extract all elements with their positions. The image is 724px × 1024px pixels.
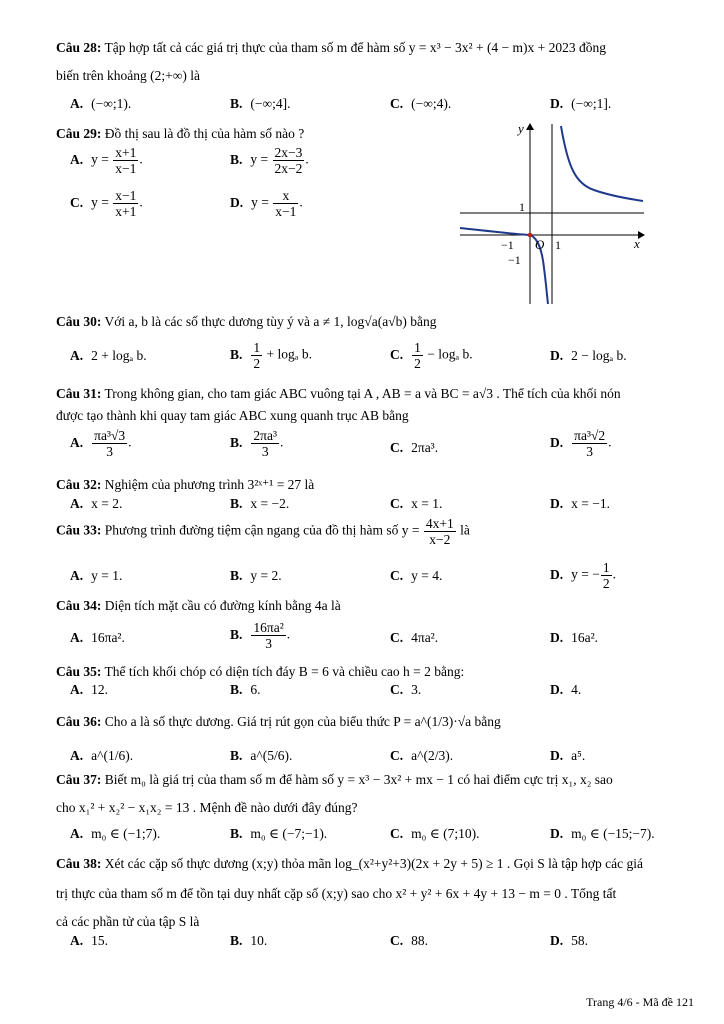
question-text: được tạo thành khi quay tam giác ABC xung quanh trục AB bằng (56, 408, 409, 423)
question-text: Trong không gian, cho tam giác ABC vuông tại A , AB = a và BC = a√3 . Thể tích của khối nón (104, 386, 621, 401)
question-32 (56, 475, 692, 495)
option-d: D. y = − $\frac{1}{2}$ . (550, 560, 616, 591)
question-29 (56, 124, 436, 144)
option-c: C. 4πa². (390, 630, 439, 645)
question-text: cho x₁² + x₂² − x₁x₂ = 13 . Mệnh đề nào dưới đây đúng? (56, 800, 358, 815)
tick-one-x: 1 (555, 238, 561, 252)
option-b: B. $\frac{\text{2πa³}}{3}$ . (230, 428, 284, 459)
question-text: cả các phần tử của tập S là (56, 914, 200, 929)
question-text: Tập hợp tất cả các giá trị thực của tham số m để hàm số y = x³ − 3x² + (4 − m)x + 2023 đồng (104, 40, 607, 55)
option-a: A. 12. (70, 682, 108, 697)
option-a: A. $\frac{\text{πa³√3}}{3}$ . (70, 428, 132, 459)
option-a: A. a^(1/6). (70, 748, 134, 763)
question-28 (56, 38, 692, 58)
option-d: D. a⁵. (550, 748, 586, 763)
question-28-line2 (56, 66, 692, 86)
question-text: Diện tích mặt cầu có đường kính bằng 4a là (104, 598, 341, 613)
option-c: C. 2πa³. (390, 440, 439, 455)
option-d: D. (−∞;1]. (550, 96, 612, 111)
option-a: A. y = $\frac{x+1}{x-1}$ . (70, 145, 143, 176)
option-a: A. 2 + logₐ b. (70, 348, 147, 363)
tick-neg-one-x: −1 (501, 238, 514, 252)
page-footer: Trang 4/6 - Mã đề 121 (586, 995, 694, 1009)
option-b: B. x = −2. (230, 496, 290, 511)
question-31-line2 (56, 406, 692, 426)
option-c: C. a^(2/3). (390, 748, 454, 763)
question-label: Câu 30: (56, 314, 102, 329)
option-d: D. 16a². (550, 630, 599, 645)
question-text: Thể tích khối chóp có diện tích đáy B = 6 và chiều cao h = 2 bằng: (104, 664, 465, 679)
option-a: A. 16πa². (70, 630, 125, 645)
option-a: A. y = 1. (70, 568, 123, 583)
option-a: A. x = 2. (70, 496, 123, 511)
option-c: C. y = $\frac{x-1}{x+1}$ . (70, 188, 143, 219)
option-c: C. m₀ ∈ (7;10). (390, 826, 480, 841)
option-c: C. 3. (390, 682, 422, 697)
intercept-point (528, 233, 533, 238)
option-d: D. x = −1. (550, 496, 610, 511)
option-d: D. m₀ ∈ (−15;−7). (550, 826, 655, 841)
question-31 (56, 384, 692, 404)
option-c: C. x = 1. (390, 496, 443, 511)
question-38-line3 (56, 912, 692, 932)
question-label: Câu 34: (56, 598, 102, 613)
option-b: B. $\frac{1}{2}$ + logₐ b. (230, 340, 312, 371)
question-label: Câu 38: (56, 856, 102, 871)
question-text: trị thực của tham số m để tồn tại duy nhất cặp số (x;y) sao cho x² + y² + 6x + 4y + 13 − m = 0 . Tổng tất (56, 886, 617, 901)
question-text: Cho a là số thực dương. Giá trị rút gọn của biểu thức P = a^(1/3)·√a bằng (104, 714, 501, 729)
question-label: Câu 37: (56, 772, 102, 787)
option-a: A. m₀ ∈ (−1;7). (70, 826, 161, 841)
option-d: D. 58. (550, 933, 588, 948)
question-37-line2 (56, 798, 692, 818)
option-a: A. 15. (70, 933, 108, 948)
option-c: C. $\frac{1}{2}$ − logₐ b. (390, 340, 473, 371)
question-30 (56, 312, 692, 332)
option-b: B. y = $\frac{2x-3}{2x-2}$ . (230, 145, 309, 176)
tick-one-y: 1 (519, 200, 525, 214)
question-label: Câu 32: (56, 477, 102, 492)
y-label: y (518, 121, 524, 136)
option-a: A. (−∞;1). (70, 96, 132, 111)
x-label: x (634, 236, 640, 251)
question-label: Câu 28: (56, 40, 102, 55)
question-text: Nghiệm của phương trình 3²ˣ⁺¹ = 27 là (104, 477, 315, 492)
tick-neg-one-y: −1 (508, 253, 521, 267)
question-text: biến trên khoảng (2;+∞) là (56, 68, 200, 83)
option-d: D. 2 − logₐ b. (550, 348, 627, 363)
option-d: D. $\frac{\text{πa³√2}}{3}$ . (550, 428, 612, 459)
function-graph (458, 118, 648, 308)
question-text: Biết m₀ là giá trị của tham số m để hàm số y = x³ − 3x² + mx − 1 có hai điểm cực trị x₁, x₂ sao (104, 772, 613, 787)
option-b: B. $\frac{\text{16πa²}}{3}$ . (230, 620, 291, 651)
question-label: Câu 35: (56, 664, 102, 679)
option-c: C. (−∞;4). (390, 96, 452, 111)
question-label: Câu 36: (56, 714, 102, 729)
option-b: B. a^(5/6). (230, 748, 293, 763)
question-text: Phương trình đường tiệm cận ngang của đồ thị hàm số y = (104, 522, 420, 538)
question-35 (56, 662, 692, 682)
question-38 (56, 854, 692, 874)
option-d: D. y = $\frac{x}{x-1}$ . (230, 188, 303, 219)
question-text: Đồ thị sau là đồ thị của hàm số nào ? (104, 126, 305, 141)
option-c: C. y = 4. (390, 568, 443, 583)
curve-right-branch (561, 126, 643, 201)
question-label: Câu 31: (56, 386, 102, 401)
question-text: Xét các cặp số thực dương (x;y) thỏa mãn log_(x²+y²+3)(2x + 2y + 5) ≥ 1 . Gọi S là tập hợp các giá (104, 856, 644, 871)
option-b: B. (−∞;4]. (230, 96, 291, 111)
question-text: Với a, b là các số thực dương tùy ý và a ≠ 1, log√a(a√b) bằng (104, 314, 437, 329)
option-b: B. 10. (230, 933, 268, 948)
question-37 (56, 770, 692, 790)
option-d: D. 4. (550, 682, 582, 697)
origin-label: O (535, 237, 545, 252)
question-36 (56, 712, 692, 732)
option-b: B. 6. (230, 682, 261, 697)
option-c: C. 88. (390, 933, 428, 948)
option-b: B. y = 2. (230, 568, 282, 583)
question-label: Câu 33: (56, 522, 102, 538)
question-38-line2 (56, 884, 692, 904)
question-label: Câu 29: (56, 126, 102, 141)
question-33: Câu 33: Phương trình đường tiệm cận ngang của đồ thị hàm số y = $\frac{4x+1}{x-2}$ là (56, 516, 470, 547)
question-34 (56, 596, 692, 616)
option-b: B. m₀ ∈ (−7;−1). (230, 826, 328, 841)
